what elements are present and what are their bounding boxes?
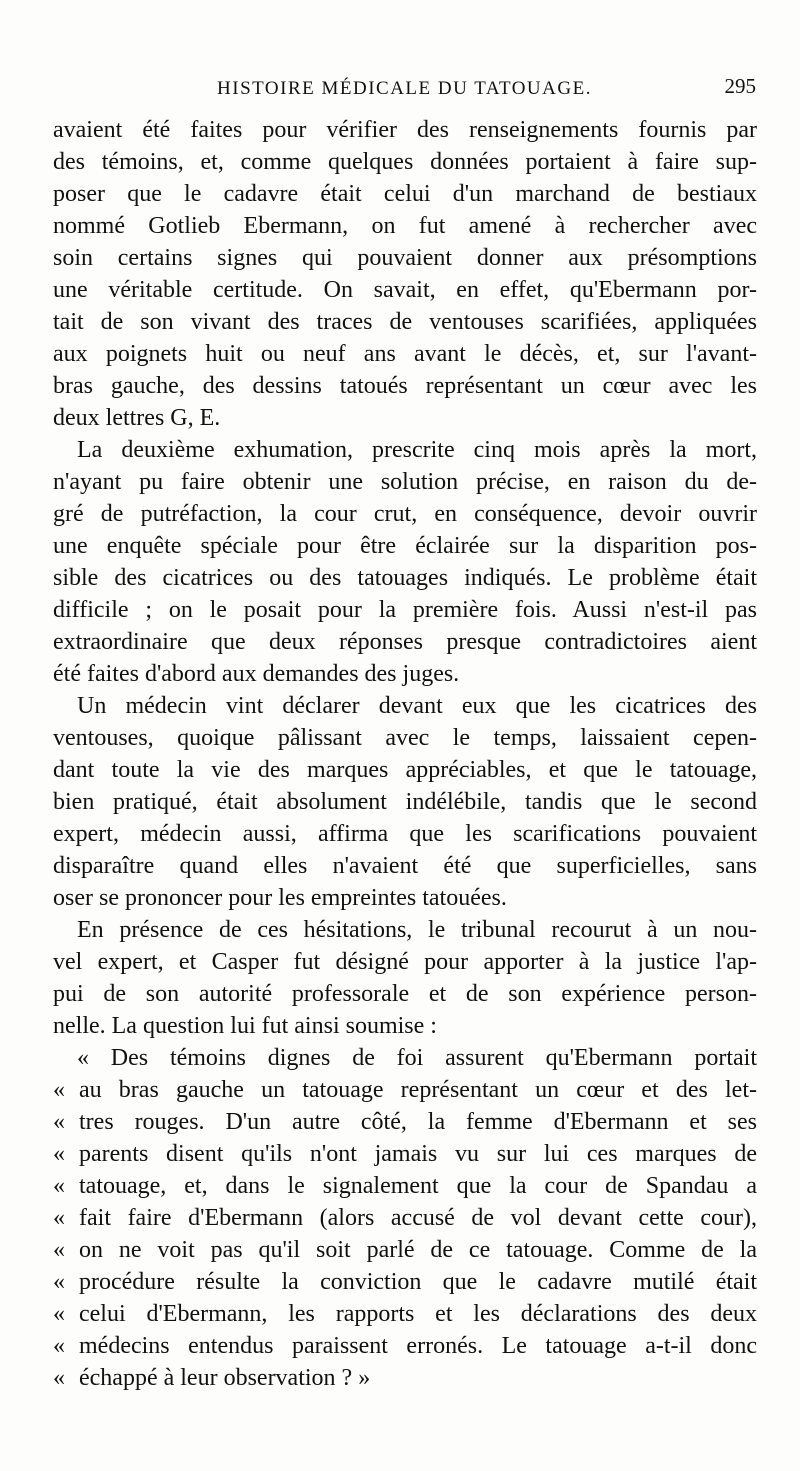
quote-line [53,1074,757,1106]
text-line: deux lettres G, E. [53,405,221,431]
quote-mark: « [53,1205,65,1231]
quote-line [53,1138,757,1170]
quote-mark: « [53,1269,65,1295]
quote-text: tatouage, et, dans le signalement que la cour de Spandau a [79,1173,757,1199]
text-line: disparaître quand elles n'avaient été que superficielles, sans [53,853,757,879]
quote-line [53,1170,757,1202]
text-line: expert, médecin aussi, affirma que les scarifications pouvaient [53,821,757,847]
text-line: tait de son vivant des traces de ventouses scarifiées, appliquées [53,309,757,335]
text-line: ventouses, quoique pâlissant avec le temps, laissaient cepen- [53,725,757,751]
text-line: dant toute la vie des marques appréciables, et que le tatouage, [53,757,757,783]
body-text [53,114,757,1394]
quote-text: au bras gauche un tatouage représentant un cœur et des let- [79,1077,757,1103]
text-line: été faites d'abord aux demandes des juges. [53,661,460,687]
quote-line [53,1362,757,1394]
quote-mark: « [53,1365,65,1391]
quote-text: tres rouges. D'un autre côté, la femme d'Ebermann et ses [79,1109,757,1135]
text-line: extraordinaire que deux réponses presque contradictoires aient [53,629,757,655]
quote-text: on ne voit pas qu'il soit parlé de ce tatouage. Comme de la [79,1237,757,1263]
quote-text: médecins entendus paraissent erronés. Le tatouage a-t-il donc [79,1333,757,1359]
text-line: aux poignets huit ou neuf ans avant le décès, et, sur l'avant- [53,341,757,367]
quote-line [53,1330,757,1362]
text-line: vel expert, et Casper fut désigné pour apporter à la justice l'ap- [53,949,757,975]
quote-text: celui d'Ebermann, les rapports et les déclarations des deux [79,1301,757,1327]
text-line: sible des cicatrices ou des tatouages indiqués. Le problème était [53,565,757,591]
quote-text: procédure résulte la conviction que le cadavre mutilé était [79,1269,757,1295]
quote-line [53,1298,757,1330]
text-line: La deuxième exhumation, prescrite cinq mois après la mort, [77,437,757,463]
text-line: une enquête spéciale pour être éclairée sur la disparition pos- [53,533,757,559]
text-line: En présence de ces hésitations, le tribunal recourut à un nou- [77,917,757,943]
text-line: poser que le cadavre était celui d'un marchand de bestiaux [53,181,757,207]
quote-line [53,1266,757,1298]
quote-mark: « [53,1301,65,1327]
text-line: pui de son autorité professorale et de son expérience person- [53,981,757,1007]
quote-text: fait faire d'Ebermann (alors accusé de vol devant cette cour), [79,1205,757,1231]
quote-text: échappé à leur observation ? » [79,1365,371,1391]
text-line: n'ayant pu faire obtenir une solution précise, en raison du de- [53,469,757,495]
text-line: nelle. La question lui fut ainsi soumise : [53,1013,437,1039]
text-line: oser se prononcer pour les empreintes tatouées. [53,885,507,911]
text-line: bien pratiqué, était absolument indélébile, tandis que le second [53,789,757,815]
text-line: bras gauche, des dessins tatoués représentant un cœur avec les [53,373,757,399]
text-line: gré de putréfaction, la cour crut, en conséquence, devoir ouvrir [53,501,757,527]
page-number: 295 [724,74,756,98]
quote-mark: « [53,1333,65,1359]
quote-text: parents disent qu'ils n'ont jamais vu sur lui ces marques de [79,1141,757,1167]
text-line: avaient été faites pour vérifier des renseignements fournis par [53,117,757,143]
text-line: difficile ; on le posait pour la première fois. Aussi n'est-il pas [53,597,757,623]
quote-mark: « [53,1141,65,1167]
quote-line: « Des témoins dignes de foi assurent qu'Ebermann portait [77,1045,757,1071]
quote-line [53,1234,757,1266]
running-title: HISTOIRE MÉDICALE DU TATOUAGE. [217,78,592,99]
quote-mark: « [53,1077,65,1103]
text-line: nommé Gotlieb Ebermann, on fut amené à rechercher avec [53,213,757,239]
quote-line [53,1106,757,1138]
text-line: soin certains signes qui pouvaient donner aux présomptions [53,245,757,271]
page-header [53,70,756,110]
text-line: Un médecin vint déclarer devant eux que les cicatrices des [77,693,757,719]
text-line: une véritable certitude. On savait, en effet, qu'Ebermann por- [53,277,757,303]
quote-line [53,1202,757,1234]
quote-mark: « [53,1173,65,1199]
quote-mark: « [53,1109,65,1135]
text-line: des témoins, et, comme quelques données portaient à faire sup- [53,149,757,175]
quote-mark: « [53,1237,65,1263]
